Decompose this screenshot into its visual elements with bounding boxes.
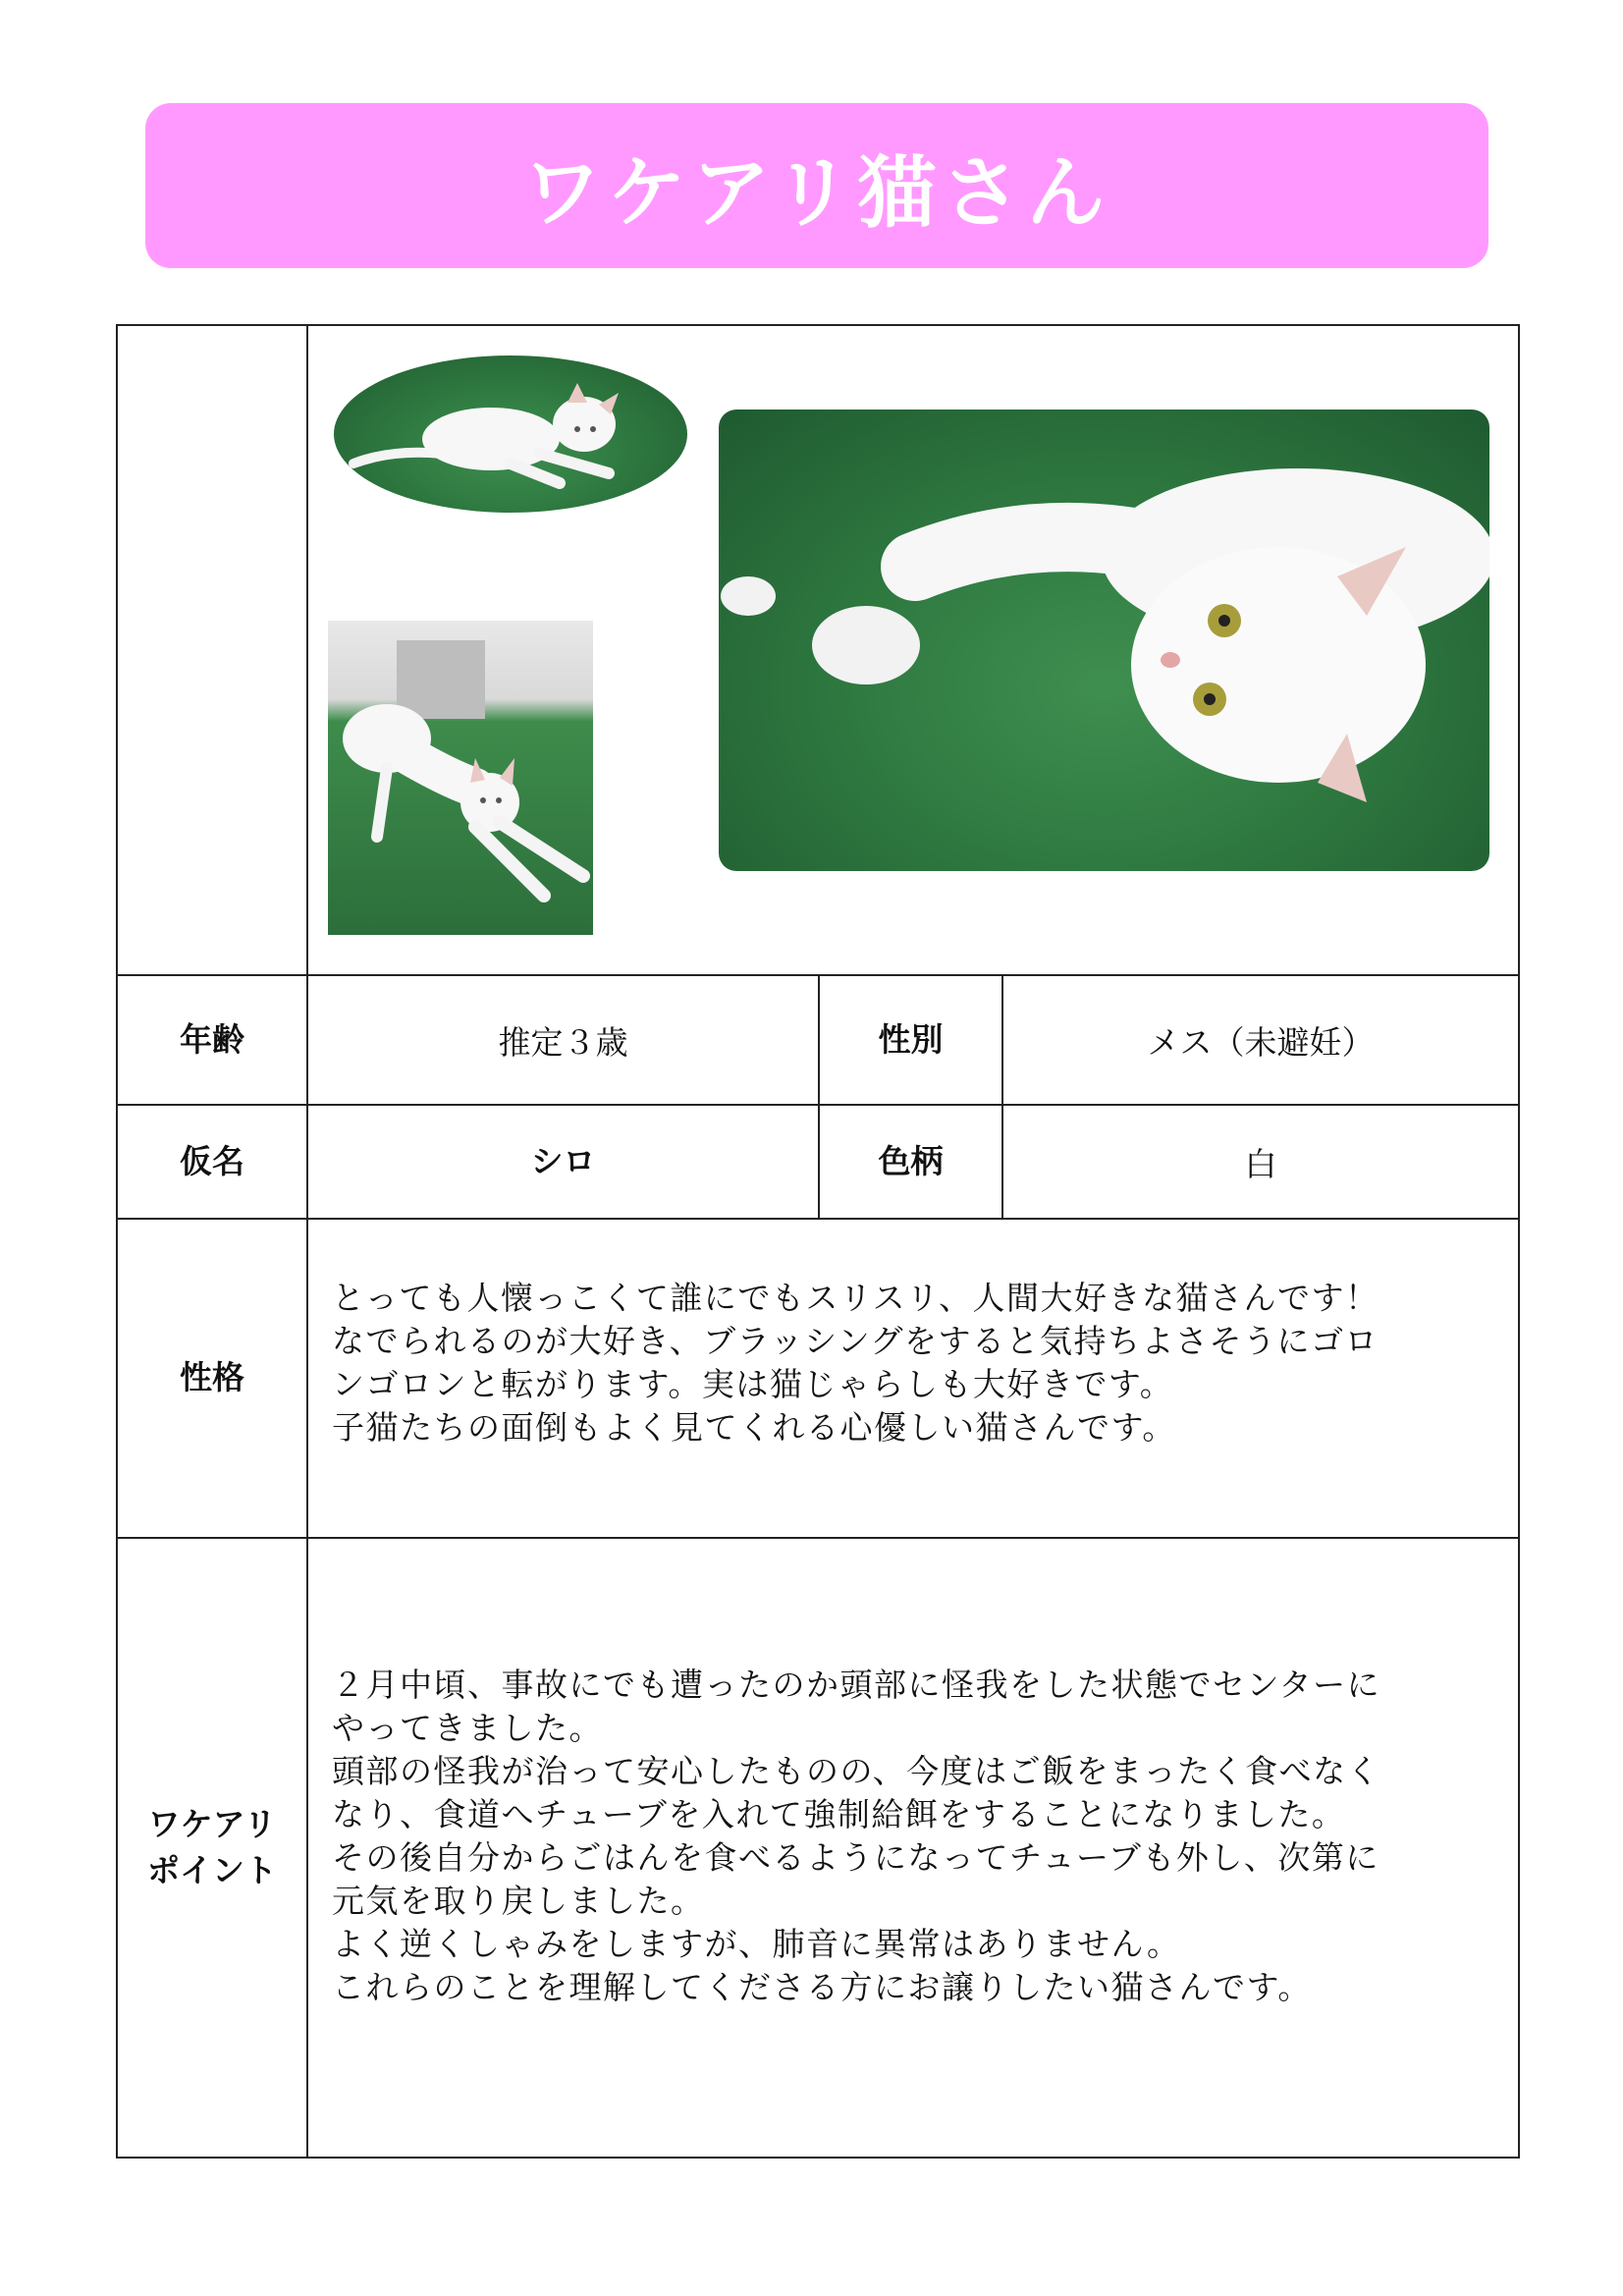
age-value: 推定３歳 xyxy=(498,1022,628,1062)
color-value: 白 xyxy=(1244,1144,1277,1183)
title-banner xyxy=(145,103,1488,268)
age-label: 年齢 xyxy=(180,1019,244,1059)
cat-photo-reaching xyxy=(719,410,1489,871)
name-value: シロ xyxy=(530,1141,596,1180)
cat-photo-stretching xyxy=(328,621,593,935)
reason-label xyxy=(118,1539,306,2157)
reason-line: 頭部の怪我が治って安心したものの、今度はご飯をまったく食べなく xyxy=(332,1752,1381,1790)
reason-line: なり、食道へチューブを入れて強制給餌をすることになりました。 xyxy=(332,1795,1346,1833)
reason-label-line: ポイント xyxy=(147,1850,277,1889)
reason-line: その後自分からごはんを食べるようになってチューブも外し、次第に xyxy=(332,1838,1380,1877)
reason-text xyxy=(332,1664,1500,2009)
reason-line: これらのことを理解してくださる方にお譲りしたい猫さんです。 xyxy=(332,1968,1312,2006)
reason-label-line: ワケアリ xyxy=(147,1805,277,1844)
page-title: ワケアリ猫さん xyxy=(522,146,1111,239)
reason-line: よく逆くしゃみをしますが、肺音に異常はありません。 xyxy=(332,1925,1181,1963)
reason-line: 元気を取り戻しました。 xyxy=(332,1882,705,1920)
table-divider xyxy=(118,1218,1518,1220)
reason-line: ２月中頃、事故にでも遭ったのか頭部に怪我をした状態でセンターに xyxy=(332,1666,1381,1704)
cat-photo-lying xyxy=(334,355,687,513)
profile-table xyxy=(116,324,1520,2159)
name-label: 仮名 xyxy=(180,1141,244,1180)
reason-line: やってきました。 xyxy=(332,1709,603,1747)
personality-text xyxy=(332,1277,1500,1449)
personality-line: とっても人懐っこくて誰にでもスリスリ、人間大好きな猫さんです！ xyxy=(332,1279,1380,1317)
sex-value: メス（未避妊） xyxy=(1147,1022,1375,1062)
personality-label: 性格 xyxy=(180,1358,244,1397)
color-label: 色柄 xyxy=(878,1141,944,1180)
table-divider xyxy=(118,1537,1518,1539)
sex-label: 性別 xyxy=(878,1019,944,1059)
cat-photo-collage xyxy=(306,326,1520,974)
personality-line: なでられるのが大好き、ブラッシングをすると気持ちよさそうにゴロ xyxy=(332,1322,1380,1360)
personality-line: ンゴロンと転がります。実は猫じゃらしも大好きです。 xyxy=(332,1365,1174,1403)
personality-line: 子猫たちの面倒もよく見てくれる心優しい猫さんです。 xyxy=(332,1408,1176,1447)
